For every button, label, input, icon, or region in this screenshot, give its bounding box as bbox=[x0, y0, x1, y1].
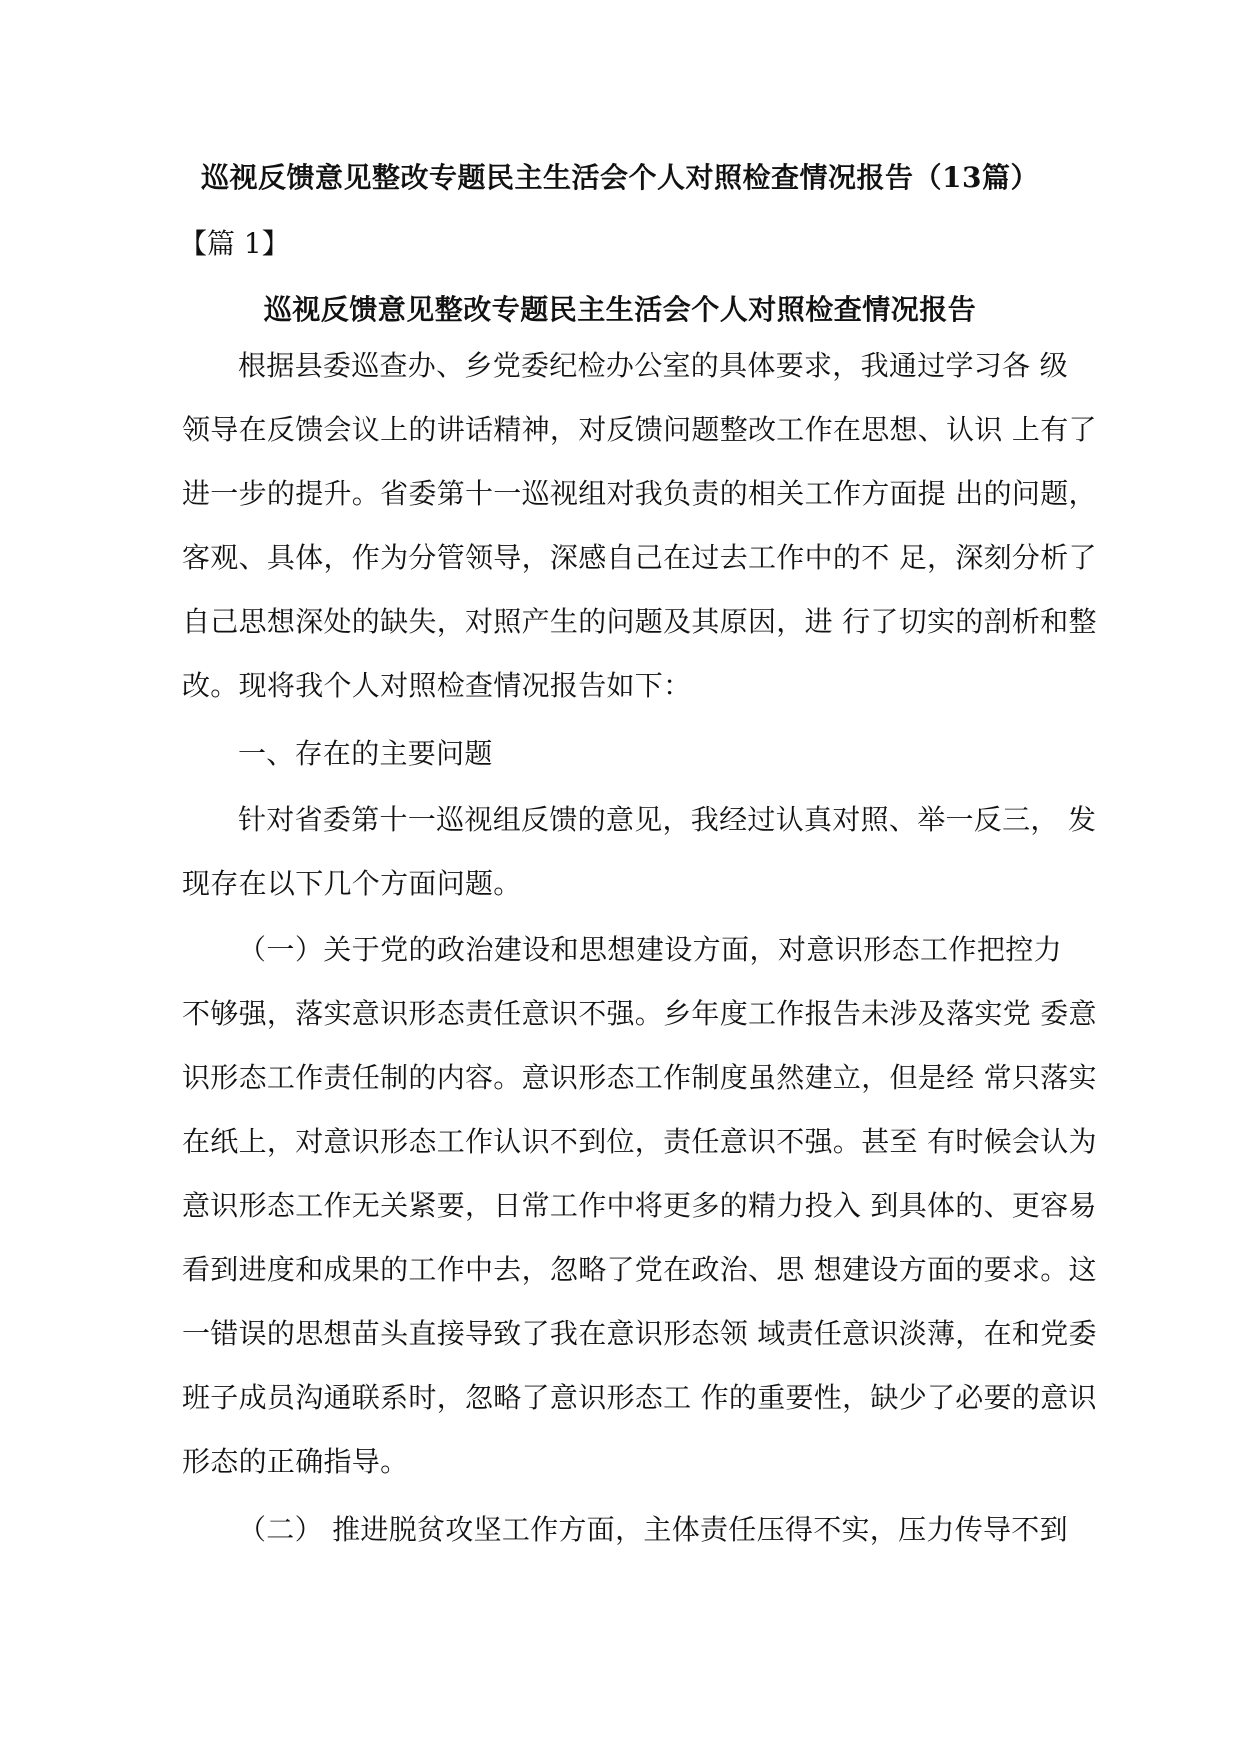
paragraph-line: 形态的正确指导。 bbox=[182, 1445, 409, 1478]
paragraph-line: 进一步的提升。省委第十一巡视组对我负责的相关工作方面提 出的问题， bbox=[182, 477, 1097, 510]
paragraph-line: 班子成员沟通联系时，忽略了意识形态工 作的重要性，缺少了必要的意识 bbox=[182, 1381, 1097, 1414]
section-heading: 一、存在的主要问题 bbox=[238, 737, 493, 770]
paragraph-line: 不够强，落实意识形态责任意识不强。乡年度工作报告未涉及落实党 委意 bbox=[182, 997, 1097, 1030]
paragraph-line: 识形态工作责任制的内容。意识形态工作制度虽然建立，但是经 常只落实 bbox=[182, 1061, 1097, 1094]
paragraph-line: 现存在以下几个方面问题。 bbox=[182, 867, 522, 900]
report-heading: 巡视反馈意见整改专题民主生活会个人对照检查情况报告 bbox=[263, 293, 977, 326]
paragraph-line: 意识形态工作无关紧要，日常工作中将更多的精力投入 到具体的、更容易 bbox=[182, 1189, 1097, 1222]
paragraph-line: 领导在反馈会议上的讲话精神，对反馈问题整改工作在思想、认识 上有了 bbox=[182, 413, 1097, 446]
paragraph-line: 一错误的思想苗头直接导致了我在意识形态领 域责任意识淡薄，在和党委 bbox=[182, 1317, 1097, 1350]
paragraph-line: （二） 推进脱贫攻坚工作方面，主体责任压得不实，压力传导不到 bbox=[238, 1513, 1068, 1546]
paragraph-line: 客观、具体，作为分管领导，深感自己在过去工作中的不 足，深刻分析了 bbox=[182, 541, 1097, 574]
paragraph-line: 自己思想深处的缺失，对照产生的问题及其原因，进 行了切实的剖析和整 bbox=[182, 605, 1097, 638]
paragraph-line: 在纸上，对意识形态工作认识不到位，责任意识不强。甚至 有时候会认为 bbox=[182, 1125, 1097, 1158]
paragraph-line: 看到进度和成果的工作中去，忽略了党在政治、思 想建设方面的要求。这 bbox=[182, 1253, 1097, 1286]
paragraph-line: 根据县委巡查办、乡党委纪检办公室的具体要求，我通过学习各 级 bbox=[238, 349, 1068, 382]
paragraph-line: （一）关于党的政治建设和思想建设方面，对意识形态工作把控力 bbox=[238, 933, 1062, 966]
section-marker: 【篇 1】 bbox=[179, 227, 290, 260]
document-title: 巡视反馈意见整改专题民主生活会个人对照检查情况报告（13篇） bbox=[201, 161, 1039, 194]
paragraph-line: 针对省委第十一巡视组反馈的意见，我经过认真对照、举一反三， 发 bbox=[238, 803, 1097, 836]
paragraph-line: 改。现将我个人对照检查情况报告如下： bbox=[182, 669, 692, 702]
